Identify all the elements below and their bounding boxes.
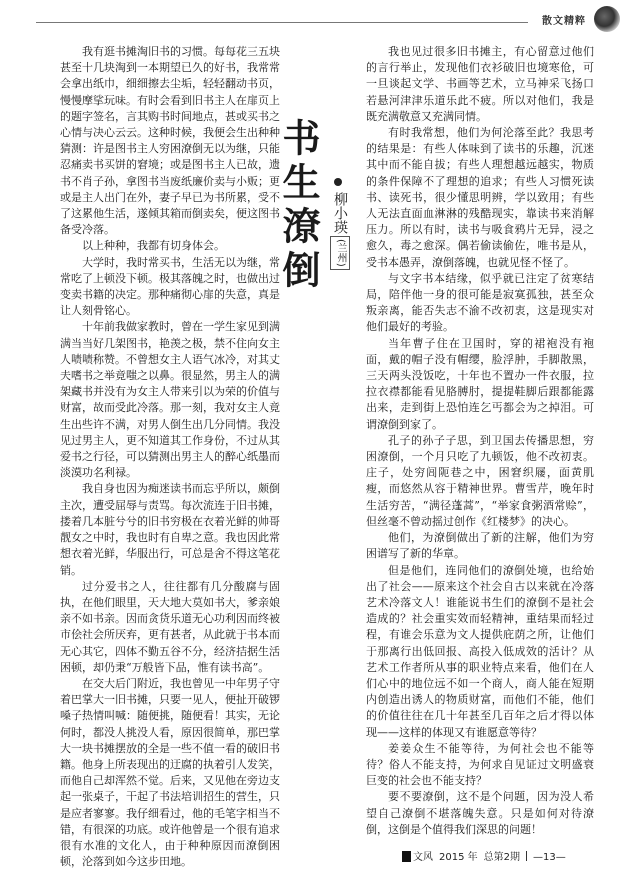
footer-divider: [526, 851, 527, 861]
article-title: 书生潦倒: [276, 118, 320, 294]
journal-name: 文风: [413, 852, 433, 863]
page-number: —13—: [533, 852, 566, 863]
page-footer: [402, 848, 572, 863]
header-rule: [36, 22, 528, 23]
paragraph: 在交大后门附近，我也曾见一中年男子守着巴掌大一旧书摊，只要一见人，便扯开破锣嗓子热情叫喊：随便挑，随便看！其实，无论何时，都没人挑没人看，原因很简单，那巴掌大一块书摊摆放的全是一些不值一看的破旧书籍。他身上所表现出的迂腐的执着引人发笑，而他自己却浑然不觉。后来，又见他在旁边支起一张桌子，干起了书法培训招生的营生，只是应者寥寥。我仔细看过，他的毛笔字相当不错，有很深的功底。或许他曾是一个很有追求很有水准的文化人，由于种种原因而潦倒困顿，沦落到如今这步田地。: [60, 676, 280, 869]
paragraph: 我也见过很多旧书摊主，有心留意过他们的言行举止，发现他们衣衫破旧也境寒伧，可一旦谈起文学、书画等艺术，立马神采飞扬口若悬河津津乐道乐此不疲。所以对他们，我是既充满敬意又充满同情。: [366, 45, 594, 123]
author-byline: [330, 192, 350, 270]
author-bullet: [334, 178, 342, 186]
paragraph: 过分爱书之人，往往都有几分酸腐与固执，在他们眼里，天大地大莫如书大，爹亲娘亲不如书亲。因而贪货乐道无心功利因而终被市侩社会所厌弃，更有甚者，从此就于书本而无心其它，四体不勤五谷不分，经济拮据生活困顿，却仍秉“万般皆下品，惟有读书高”。: [60, 579, 280, 674]
paragraph: 有时我常想，他们为何沦落至此？我思考的结果是：有些人体味到了读书的乐趣，沉迷其中而不能自拔；有些人理想越远越实，物质的条件保障不了理想的追求；有些人习惯死读书、读死书，很少懂思明辨，学以致用；有些人无法直面血淋淋的残酷现实，靠读书来消解压力。所以有时，读书与吸食鸦片无异，浸之愈久，毒之愈深。偶若偷读偷佐，唯书是从，受书本愚弄，潦倒落魄，也就见怪不怪了。: [366, 126, 594, 269]
paragraph: 姜姜众生不能等待，为何社会也不能等待？俗人不能支持，为何求自见证过文明盛衰巨变的社会也不能支持？: [366, 741, 594, 788]
issue-year: 2015 年: [439, 852, 478, 863]
paragraph: 我有逛书摊淘旧书的习惯。每每花三五块甚至十几块淘到一本期望已久的好书，我常常会拿出纸巾，细细擦去尘垢，轻轻翻动书页，慢慢摩挲玩味。有时会看到旧书主人在扉页上的题字签名，言其购书时间地点，甚或买书之心情与决心云云。这种时候，我便会生出种种猜测：许是图书主人穷困潦倒无以为继，只能忍痛卖书买饼的窘境；或是图书主人已故，遗书不肖子孙，拿图书当废纸廉价卖与小贩；更或是主人出门在外，妻子早已为书所累，受不了这累他生活，遂倾其箱而倒卖矣，便这图书备受冷落。: [60, 45, 280, 237]
paragraph: 要不要潦倒，这不是个问题，因为没人希望自己潦倒不堪落魄失意。只是如何对待潦倒，这倒是个值得我们深思的问题！: [366, 790, 594, 836]
paragraph: 与文字书本结缘，似乎就已注定了贫寒结局，陪伴他一身的很可能是寂寞孤独，甚至众叛亲离，能否失志不渝不改初衷，这是现实对他们最好的考验。: [366, 271, 594, 334]
paragraph: 当年曹子住在卫国时，穿的裙袍没有袍面，戴的帽子没有帽缨，脸浮肿，手脚散黑，三天两头没饭吃，十年也不置办一件衣服，拉拉衣襟都能看见胳膊肘，提提鞋脚后跟都能露出来，走到街上恐怕连乞丐都会为之掉泪。可谓潦倒到家了。: [366, 336, 594, 431]
section-badge: 散文精粹: [530, 12, 598, 34]
paragraph: 但是他们，连同他们的潦倒处境，也给始出了社会——原来这个社会自古以来就在冷落艺术冷落文人！谁能说书生们的潦倒不是社会造成的？社会重实效而轻精神，重结果而轻过程，有谁会乐意为文人提供庇荫之所，让他们于那离行出低回报、高投入低成效的活计？从艺术工作者所从事的职业特点来看，他们在人们心中的地位远不如一个商人，商人能在短期内创造出诱人的物质财富，而他们不能，他们的价值往往在几十年甚至几百年之后才得以体现——这样的体现又有谁愿意等待？: [366, 563, 594, 739]
paragraph: 十年前我做家教时，曾在一学生家见到满满当当好几架图书，艳羡之极，禁不住向女主人啧啧称赞。不曾想女主人语气冰冷，对其丈夫嗜书之举竟嗤之以鼻。很显然，男主人的满架藏书并没有为女主人带来引以为荣的价值与财富，故而受此冷落。那一刻，我对女主人竟生出些许不满，对男人倒生出几分同情。我没见过男主人，更不知道其工作身份，不过从其爱书之行径，可以猜测出男主人的醉心纸墨而淡漠功名利禄。: [60, 320, 280, 480]
left-column: [60, 44, 280, 869]
paragraph: 他们，为潦倒做出了新的注解，他们为穷困谱写了新的华章。: [366, 531, 594, 561]
author-name: 柳小瑛: [332, 192, 348, 234]
paragraph: 大学时，我时常买书，生活无以为继，常常吃了上顿没下顿。极其落魄之时，也做出过变卖书籍的决定。那种痛彻心扉的失意，真是让人刻骨铭心。: [60, 255, 280, 318]
footer-block-icon: [402, 851, 411, 862]
right-column: [366, 44, 594, 844]
paragraph: 孔子的孙子子思，到卫国去传播思想，穷困潦倒，一个月只吃了九顿饭，他不改初衷。庄子，处穷闾阨巷之中，困窘织屦，面黄肌瘦，而悠然从容于精神世界。曹雪芹，晚年时生活穷苦，“满径蓬蒿”，“举家食粥酒常赊”，但丝毫不曾动摇过创作《红楼梦》的决心。: [366, 433, 594, 528]
author-city: (兰州): [330, 236, 350, 270]
paragraph: 以上种种，我都有切身体会。: [82, 239, 225, 253]
paragraph: 我自身也因为痴迷读书而忘乎所以，颇倒主次，遭受屈辱与责骂。每次流连于旧书摊，搂着几本脏兮兮的旧书穷极在衣着光鲜的帅哥靓女之中时，我也时有自卑之意。我也因此常想衣着光鲜，华服出行，可总是舍不得这笔花销。: [60, 482, 280, 577]
issue-number: 总第2期: [483, 852, 521, 863]
